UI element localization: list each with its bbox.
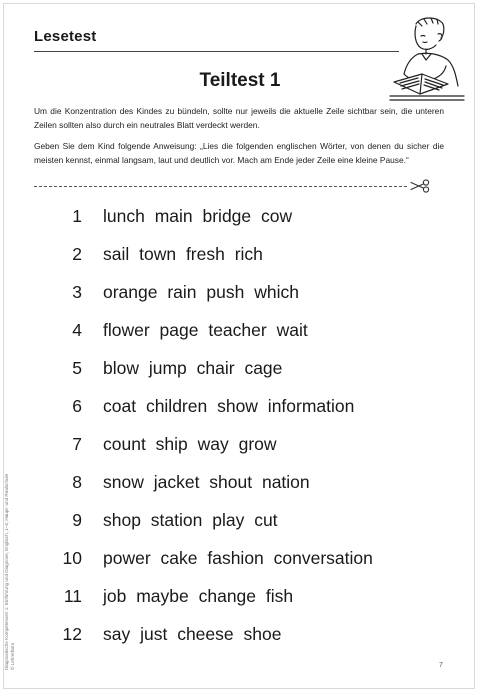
header-title: Lesetest	[34, 28, 97, 45]
word-row	[0, 320, 480, 344]
word-row	[0, 282, 480, 306]
row-number: 3	[72, 282, 82, 302]
instruction-paragraph-2: Geben Sie dem Kind folgende Anweisung: „Lies die folgenden englischen Wörter, von denen du sicher die meisten kennst, einmal langsam, laut und deutlich vor. Mach am Ende jeder Zeile eine kleine Pause.“	[34, 141, 444, 165]
word-row	[0, 472, 480, 496]
row-words: job maybe change fish	[103, 586, 294, 606]
word-row	[0, 434, 480, 458]
row-number: 2	[72, 244, 82, 264]
word-row	[0, 624, 480, 648]
row-number: 11	[63, 586, 82, 606]
row-number: 1	[72, 206, 82, 226]
row-words: count ship way grow	[103, 434, 277, 454]
page-number: 7	[439, 662, 443, 669]
word-row	[0, 586, 480, 610]
word-row	[0, 548, 480, 572]
row-number: 7	[72, 434, 82, 454]
child-reading-illustration	[388, 14, 466, 106]
side-copyright-text	[4, 474, 16, 670]
word-row	[0, 244, 480, 268]
row-number: 10	[62, 548, 82, 568]
row-number: 12	[62, 624, 82, 644]
test-title: Teiltest 1	[199, 70, 281, 91]
word-row	[0, 396, 480, 420]
row-number: 6	[72, 396, 82, 416]
row-words: lunch main bridge cow	[103, 206, 293, 226]
word-row	[0, 206, 480, 230]
row-number: 5	[72, 358, 82, 378]
word-row	[0, 358, 480, 382]
row-words: snow jacket shout nation	[103, 472, 310, 492]
side-text-line-1: Diagnostische Kompetenzen 1: Einführung und Diagnose, Englisch, 1–4, Haupt- und Realschule	[4, 473, 9, 670]
row-words: blow jump chair cage	[103, 358, 283, 378]
instruction-paragraph-1: Um die Konzentration des Kindes zu bündeln, sollte nur jeweils die aktuelle Zeile sichtbar sein, die unteren Zeilen sollten also durch ein neutrales Blatt verdeckt werden.	[34, 106, 444, 130]
row-words: coat children show information	[103, 396, 355, 416]
row-number: 8	[72, 472, 82, 492]
row-words: power cake fashion conversation	[103, 548, 373, 568]
cut-line	[34, 186, 407, 187]
side-text-line-2: © Lehrerbüro	[10, 642, 15, 670]
row-words: flower page teacher wait	[103, 320, 308, 340]
row-words: orange rain push which	[103, 282, 299, 302]
row-words: shop station play cut	[103, 510, 278, 530]
row-words: sail town fresh rich	[103, 244, 263, 264]
row-number: 9	[72, 510, 82, 530]
row-number: 4	[72, 320, 82, 340]
header-rule	[34, 51, 399, 52]
scissors-icon	[409, 179, 431, 193]
word-row	[0, 510, 480, 534]
row-words: say just cheese shoe	[103, 624, 282, 644]
